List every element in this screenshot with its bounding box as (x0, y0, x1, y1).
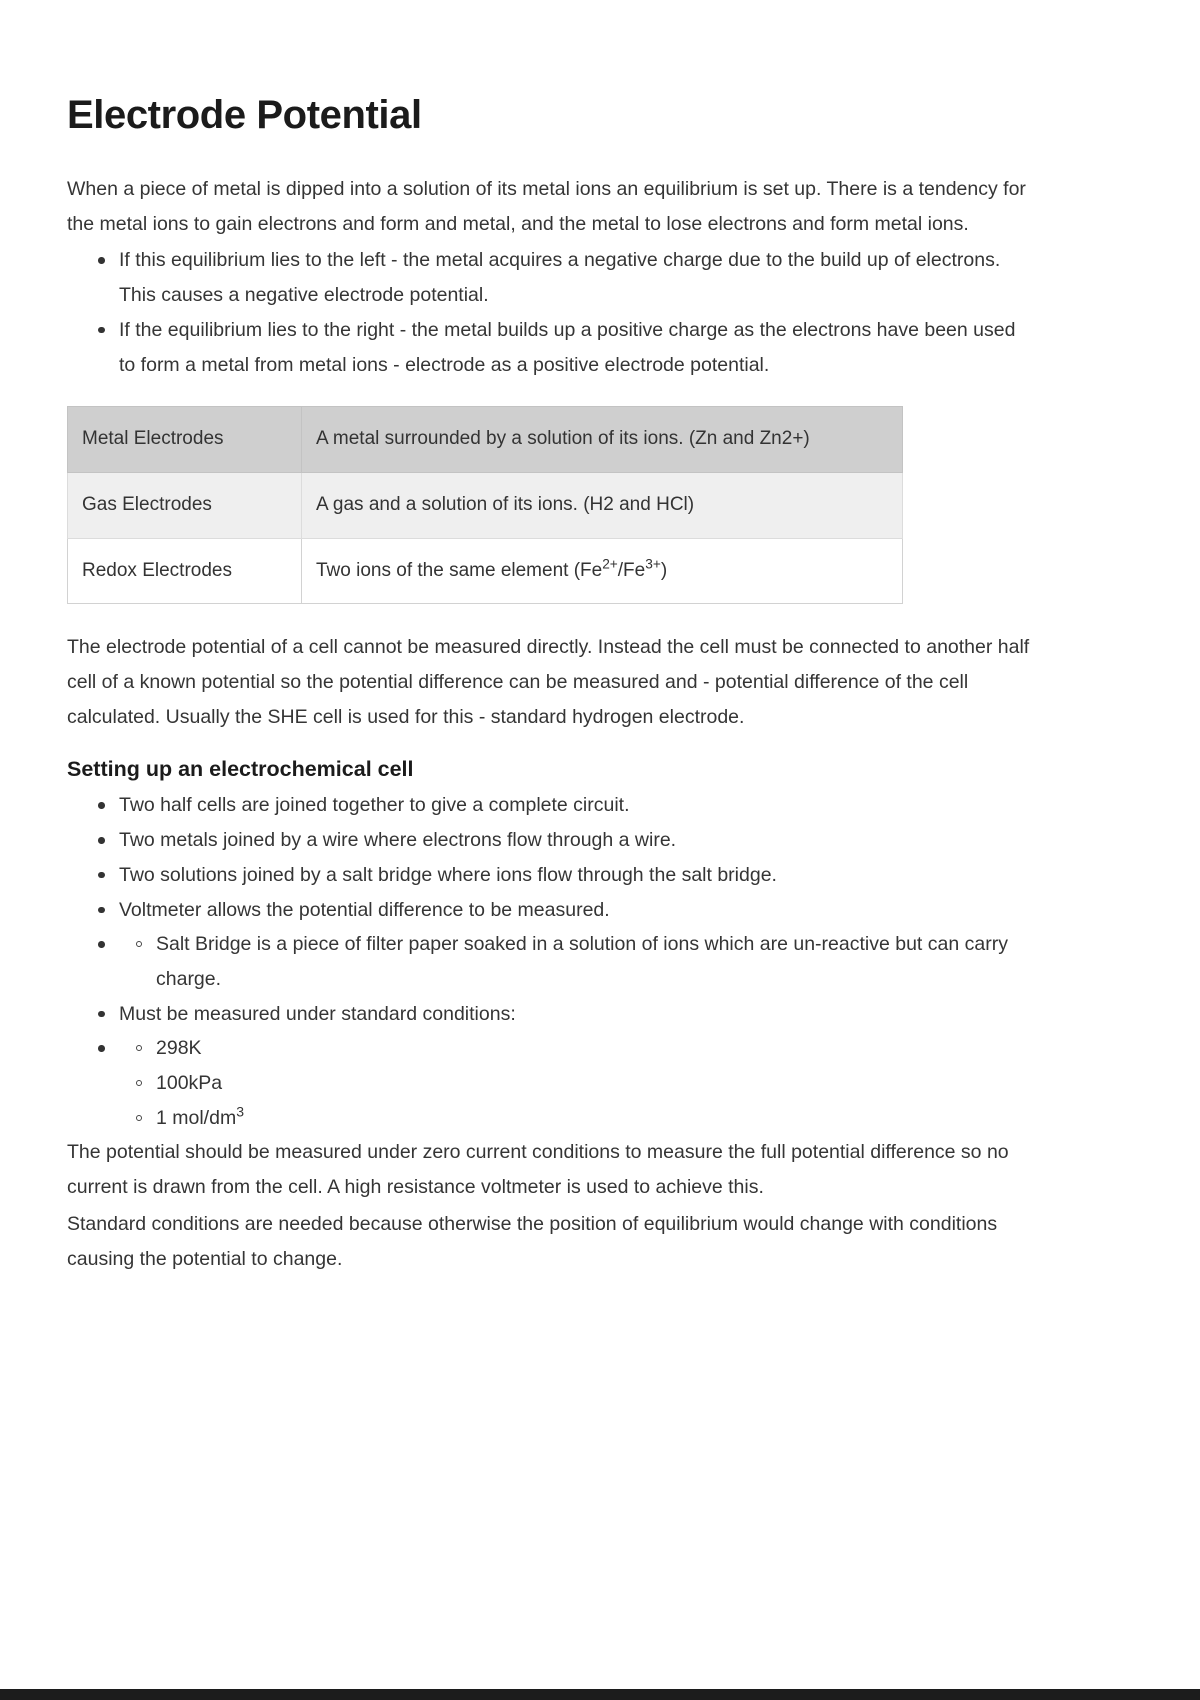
intro-paragraph: When a piece of metal is dipped into a solution of its metal ions an equilibrium is set up. There is a tendency for the metal ions to gain electrons and form and metal, and the metal to lose electrons and form metal ions. (67, 178, 1026, 235)
electrode-types-table (67, 406, 903, 604)
redox-superscript-1: 2+ (602, 556, 618, 572)
list-item: Two solutions joined by a salt bridge where ions flow through the salt bridge. (119, 858, 1035, 893)
section-heading-setting-up-cell: Setting up an electrochemical cell (67, 757, 414, 782)
measurement-paragraph: The electrode potential of a cell cannot be measured directly. Instead the cell must be connected to another half cell of a known potential so the potential difference can be measured and - potential difference of the cell calculated. Usually the SHE cell is used for this - standard hydrogen electrode. (67, 636, 1030, 728)
redox-text-suffix: ) (660, 559, 668, 581)
table-cell-label: Redox Electrodes (68, 538, 302, 604)
table-cell-label: Metal Electrodes (68, 407, 302, 473)
list-item: If the equilibrium lies to the right - the metal builds up a positive charge as the electrons have been used to form a metal from metal ions - electrode as a positive electrode potential. (119, 313, 1035, 382)
list-item: Salt Bridge is a piece of filter paper soaked in a solution of ions which are un-reactive but can carry charge. (156, 927, 1035, 996)
standard-condition-concentration (156, 1101, 1035, 1136)
list-item: Voltmeter allows the potential difference to be measured. (119, 893, 1035, 928)
salt-bridge-sub-list (113, 927, 1035, 996)
table-cell-description: A metal surrounded by a solution of its ions. (Zn and Zn2+) (302, 407, 903, 473)
standard-condition-temperature: 298K (156, 1031, 1035, 1066)
table-row (68, 407, 903, 473)
table-cell-description: A gas and a solution of its ions. (H2 and HCl) (302, 472, 903, 538)
list-item: Two half cells are joined together to give a complete circuit. (119, 788, 1035, 823)
table-row (68, 538, 903, 604)
redox-text-prefix: Two ions of the same element (Fe (316, 559, 603, 581)
table-row (68, 472, 903, 538)
list-item: If this equilibrium lies to the left - the metal acquires a negative charge due to the build up of electrons. This causes a negative electrode potential. (119, 243, 1035, 312)
table-cell-description (302, 538, 903, 604)
list-item-nested-container (119, 1031, 1035, 1135)
closing-paragraph-1: The potential should be measured under zero current conditions to measure the full potential difference so no current is drawn from the cell. A high resistance voltmeter is used to achieve this. (67, 1141, 1009, 1199)
standard-condition-pressure: 100kPa (156, 1066, 1035, 1101)
list-item: Two metals joined by a wire where electrons flow through a wire. (119, 823, 1035, 858)
setup-bullet-list (67, 788, 1035, 1135)
concentration-value: 1 mol/dm (156, 1106, 237, 1129)
list-item-nested-container (119, 927, 1035, 996)
standard-conditions-list (113, 1031, 1035, 1135)
page-title: Electrode Potential (67, 93, 422, 137)
redox-text-mid: /Fe (617, 559, 646, 581)
intro-bullet-list (67, 243, 1035, 382)
closing-paragraph-2: Standard conditions are needed because otherwise the position of equilibrium would change with conditions causing the potential to change. (67, 1212, 998, 1270)
page-bottom-bar (0, 1689, 1200, 1700)
document-content (67, 92, 1035, 1278)
list-item: Must be measured under standard conditions: (119, 997, 1035, 1032)
table-cell-label: Gas Electrodes (68, 472, 302, 538)
redox-superscript-2: 3+ (645, 556, 661, 572)
concentration-superscript: 3 (236, 1103, 245, 1120)
